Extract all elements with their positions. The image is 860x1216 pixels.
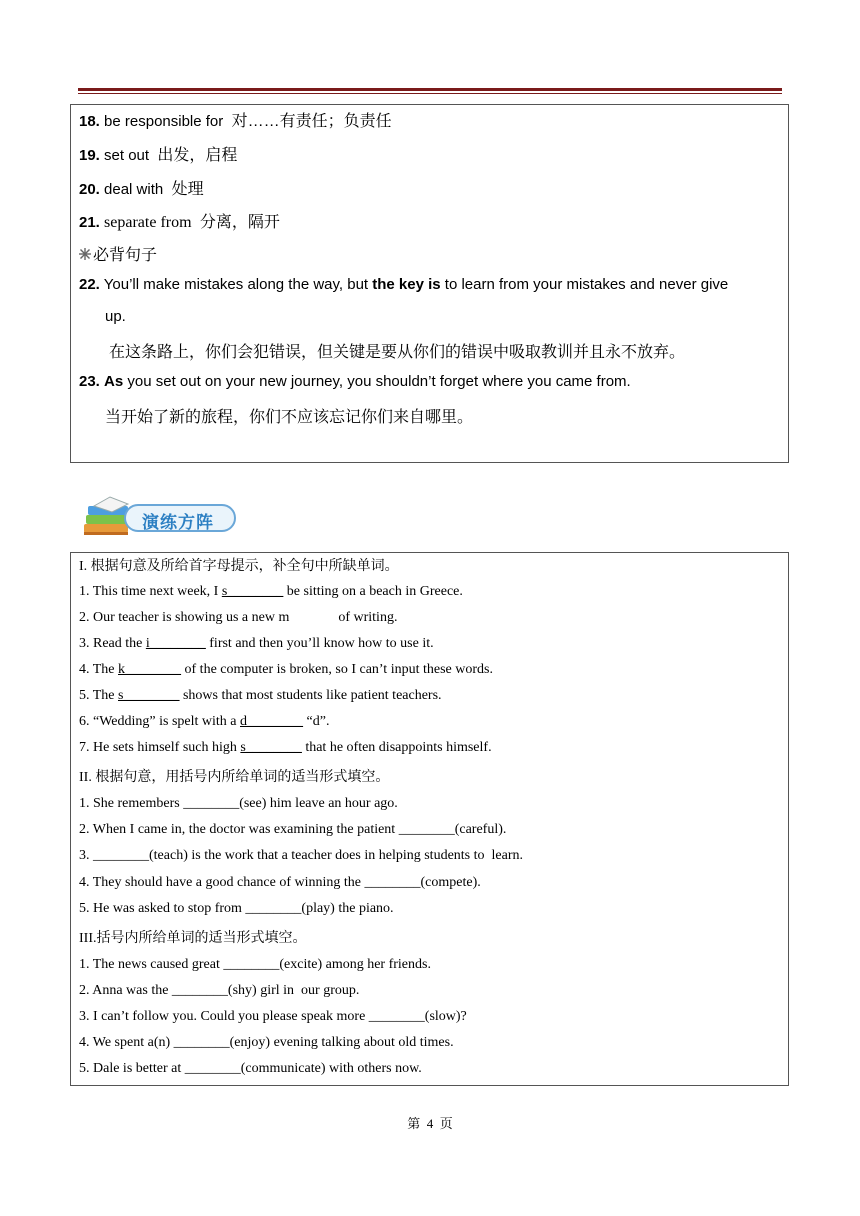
sentence-translation: 当开始了新的旅程，你们不应该忘记你们来自哪里。 — [105, 409, 474, 426]
vocab-item: 19. set out 出发，启程 — [79, 147, 238, 164]
exercise-item: 4. They should have a good chance of winning the ________(compete). — [79, 875, 481, 890]
part3-heading: III.括号内所给单词的适当形式填空。 — [79, 931, 307, 946]
sentence-translation: 在这条路上，你们会犯错误，但关键是要从你们的错误中吸取教训并且永不放弃。 — [109, 344, 686, 361]
exercise-item: 3. I can’t follow you. Could you please speak more ________(slow)? — [79, 1009, 467, 1024]
sentence-item: 23. As you set out on your new journey, you shouldn’t forget where you came from. — [79, 373, 631, 390]
vocab-item: 21. separate from 分离，隔开 — [79, 214, 280, 231]
vocab-box — [70, 104, 789, 463]
exercise-item: 2. When I came in, the doctor was examining the patient ________(careful). — [79, 822, 507, 837]
section-badge-pill: 演练方阵 — [124, 504, 236, 532]
exercise-item: 5. He was asked to stop from ________(play) the piano. — [79, 901, 394, 916]
header-rule — [78, 88, 782, 91]
page-number: 第 4 页 — [407, 1116, 453, 1131]
sentences-heading: 必背句子 — [77, 242, 157, 265]
exercise-item: 4. We spent a(n) ________(enjoy) evening talking about old times. — [79, 1035, 454, 1050]
exercise-item: 5. Dale is better at ________(communicate) with others now. — [79, 1061, 422, 1076]
exercise-item: 1. She remembers ________(see) him leave an hour ago. — [79, 796, 398, 811]
exercise-item: 4. The k________ of the computer is broken, so I can’t input these words. — [79, 662, 493, 677]
flower-icon — [77, 247, 93, 261]
exercise-item: 1. This time next week, I s________ be sitting on a beach in Greece. — [79, 584, 463, 599]
sentence-item-continued: up. — [105, 308, 126, 325]
exercise-item: 3. ________(teach) is the work that a teacher does in helping students to learn. — [79, 848, 523, 863]
vocab-item: 18. be responsible for 对……有责任；负责任 — [79, 113, 392, 130]
exercise-item: 2. Anna was the ________(shy) girl in our group. — [79, 983, 360, 998]
exercise-item: 3. Read the i________ first and then you’ll know how to use it. — [79, 636, 434, 651]
exercise-item: 6. “Wedding” is spelt with a d________ “d”. — [79, 714, 330, 729]
header-rule-thin — [78, 93, 782, 94]
part2-heading: II. 根据句意，用括号内所给单词的适当形式填空。 — [79, 770, 390, 785]
exercise-item: 2. Our teacher is showing us a new m of writing. — [79, 610, 398, 625]
vocab-item: 20. deal with 处理 — [79, 181, 204, 198]
exercise-item: 5. The s________ shows that most students like patient teachers. — [79, 688, 442, 703]
sentence-item: 22. You’ll make mistakes along the way, but the key is to learn from your mistakes and never give — [79, 276, 729, 293]
exercise-box — [70, 552, 789, 1086]
exercise-item: 7. He sets himself such high s________ that he often disappoints himself. — [79, 740, 492, 755]
exercise-item: 1. The news caused great ________(excite) among her friends. — [79, 957, 431, 972]
part1-heading: I. 根据句意及所给首字母提示，补全句中所缺单词。 — [79, 559, 399, 574]
section-badge — [80, 494, 242, 542]
